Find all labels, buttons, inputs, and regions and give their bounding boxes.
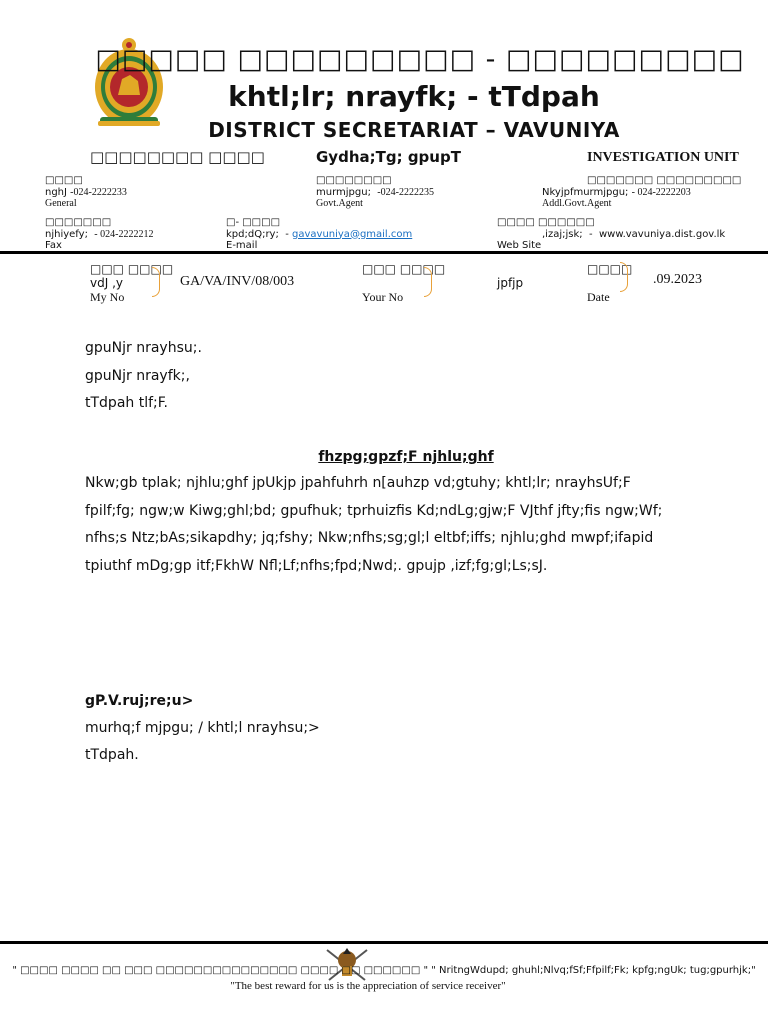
contact-addl-govt-agent: □□□□□□□ □□□□□□□□□ Nkyjpfmurmjpgu; - 024-2222203 Addl.Govt.Agent bbox=[542, 175, 742, 209]
contact-govt-agent: □□□□□□□□ murmjpgu; -024-2222235 Govt.Agent bbox=[316, 175, 434, 209]
date-tamil-label: jpfjp bbox=[497, 276, 524, 290]
body-line: nfhs;s Ntz;bAs;sikapdhy; jq;fshy; Nkw;nfhs;sg;gl;l eltbf;iffs; njhlu;ghd mwpf;ifapid bbox=[85, 530, 654, 546]
lion-swords-icon bbox=[325, 946, 369, 982]
unit-name-tamil: Gydha;Tg; gpupT bbox=[316, 148, 461, 166]
my-no-value: GA/VA/INV/08/003 bbox=[180, 274, 295, 289]
body-line: fpilf;fg; ngw;w Kiwg;ghl;bd; gpufhuk; tprhuizfis Kd;ndLg;gjw;F VJthf jfty;fis ngw;Wf; bbox=[85, 502, 663, 519]
contact-general: □□□□ nghJ -024-2222233 General bbox=[45, 175, 127, 209]
brace-icon bbox=[620, 262, 628, 292]
signature-block bbox=[85, 688, 320, 769]
subject-heading: fhzpg;gpzf;F njhlu;ghf bbox=[318, 449, 494, 465]
title-english: DISTRICT SECRETARIAT – VAVUNIYA bbox=[208, 118, 620, 142]
title-tamil: khtl;lr; nrayfk; - tTdpah bbox=[228, 80, 600, 113]
address-line: tTdpah tlf;F. bbox=[85, 395, 168, 411]
contact-email: □- □□□□ kpd;dQ;ry; - gavavuniya@gmail.com E-mail bbox=[226, 217, 413, 251]
my-no-label: □□□ □□□□ vdJ ,y My No bbox=[90, 262, 174, 304]
signatory-title: murhq;f mjpgu; / khtl;l nrayhsu;> bbox=[85, 720, 320, 736]
header-divider bbox=[0, 251, 768, 254]
date-value: .09.2023 bbox=[653, 272, 702, 287]
address-line: gpuNjr nrayfk;, bbox=[85, 367, 190, 384]
unit-name-english: INVESTIGATION UNIT bbox=[587, 150, 739, 165]
footer-divider bbox=[0, 941, 768, 944]
website-url[interactable]: www.vavuniya.dist.gov.lk bbox=[598, 228, 726, 240]
footer-slogan: " □□□□ □□□□ □□ □□□ □□□□□□□□□□□□□□□ □□□□ □□ □□□□□□ " " NritngWdupd; ghuhl;Nlvq;fSf;Ffpilf;Fk; kpfg;ngUk; tug;gpurhjk;" bbox=[12, 965, 756, 976]
your-no-label: □□□ □□□□ Your No bbox=[362, 262, 446, 304]
date-label: □□□□ Date bbox=[587, 262, 633, 304]
email-link[interactable]: gavavuniya@gmail.com bbox=[292, 228, 413, 240]
recipient-address bbox=[85, 335, 202, 418]
signatory-place: tTdpah. bbox=[85, 747, 139, 763]
signatory-name: gP.V.ruj;re;u> bbox=[85, 693, 194, 709]
unit-name-sinhala: □□□□□□□□ □□□□ bbox=[90, 148, 265, 166]
contact-fax: □□□□□□□ njhiyefy; - 024-2222212 Fax bbox=[45, 217, 154, 251]
body-line: tpiuthf mDg;gp itf;FkhW Nfl;Lf;nfhs;fpd;Nwd;. gpujp ,izf;fg;gl;Ls;sJ. bbox=[85, 557, 548, 574]
address-line: gpuNjr nrayhsu;. bbox=[85, 340, 202, 356]
footer-slogan-english: "The best reward for us is the appreciation of service receiver" bbox=[230, 980, 506, 992]
brace-icon bbox=[424, 267, 432, 297]
letter-body bbox=[85, 470, 715, 580]
brace-icon bbox=[152, 267, 160, 297]
contact-website: □□□□ □□□□□□ ,izaj;jsk; - www.vavuniya.dist.gov.lk Web Site bbox=[497, 217, 726, 251]
body-line: Nkw;gb tplak; njhlu;ghf jpUkjp jpahfuhrh n[auhzp vd;gtuhy; khtl;lr; nrayhsUf;F bbox=[85, 475, 631, 491]
title-sinhala: □□□□□ □□□□□□□□□ - □□□□□□□□□ bbox=[95, 44, 745, 75]
